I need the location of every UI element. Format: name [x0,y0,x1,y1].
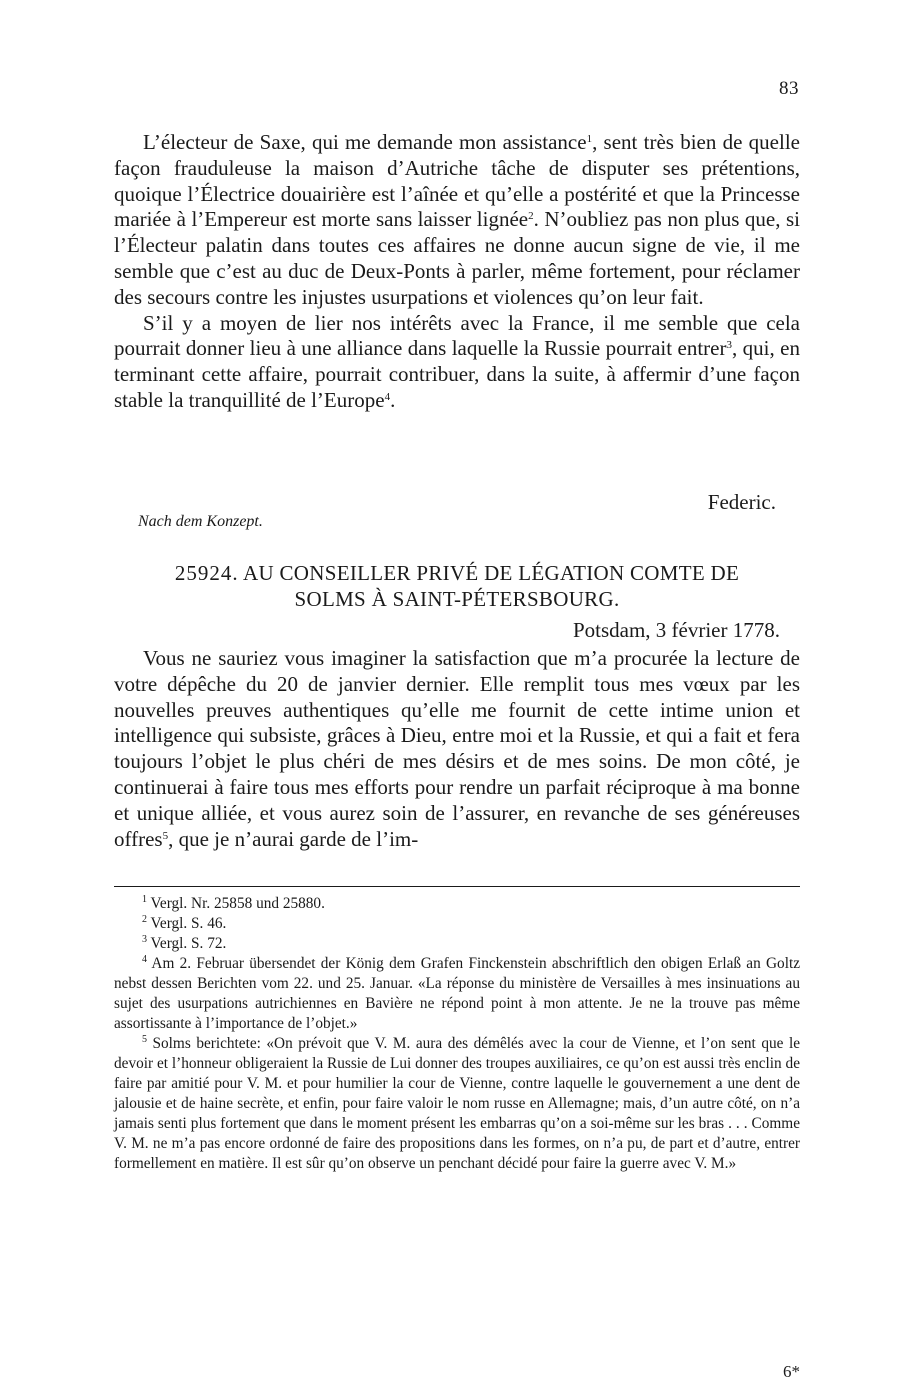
footnote-ref: 2 [528,210,534,223]
text-run: S’il y a moyen de lier nos intérêts avec la France, il me semble que cela pourrait donner lieu à une alliance dans laquelle la Russie pourrait entrer [114,310,800,361]
paragraph [114,934,800,954]
paragraph [114,914,800,934]
letter-number: 25924. [174,561,239,585]
page-number: 83 [779,78,799,99]
dateline: Potsdam, 3 février 1778. [572,618,780,642]
text-run: , que je n’aurai garde de l’im- [168,826,419,851]
text-run: Am 2. Februar übersendet der König dem Grafen Finckenstein abschriftlich den obigen Erlaß an Goltz nebst dessen Berichten vom 22. und 25. Januar. «La réponse du ministère de Versailles à mes insinuations au sujet des usurpations autrichiennes en Bavière ne répond point à mon attente. Je ne la trouve pas même assortissante à l’importance de l’objet.» [114,955,800,1032]
letter1-signature: Federic. [707,490,776,514]
paragraph [114,954,800,1034]
footnote-rule [114,886,800,887]
footnotes [114,894,800,1174]
paragraph [114,130,800,311]
text-run: Vergl. S. 72. [147,935,227,952]
footnote-ref: 3 [142,934,147,945]
paragraph [114,894,800,914]
heading-line1: AU CONSEILLER PRIVÉ DE LÉGATION COMTE DE [243,561,740,585]
text-run: . [390,387,396,412]
letter2-heading [114,560,800,612]
text-run: , sent très bien de quelle façon frauduleuse la maison d’Autriche tâche de disputer ses prétentions, quoique l’Électrice douairière est l’aînée et qu’elle a postérité et que la Princesse mariée à l’Empereur est morte sans laisser lignée [114,130,800,232]
footnote-ref: 4 [142,954,147,965]
letter1-body [114,130,800,414]
text-run: , qui, en terminant cette affaire, pourrait contribuer, dans la suite, à affermir d’une façon stable la tranquillité de l’Europe [114,336,800,412]
footnote-ref: 2 [142,914,147,925]
footnote-ref: 1 [142,894,147,905]
paragraph [114,311,800,414]
text-run: Vergl. S. 46. [147,915,227,932]
letter2-body [114,646,800,852]
paragraph [114,646,800,852]
signature-mark: 6* [783,1362,800,1381]
text-run: . N’oubliez pas non plus que, si l’Électeur palatin dans toutes ces affaires ne donne aucun signe de vie, il me semble que c’est au duc de Deux-Ponts à parler, même fortement, pour réclamer des secours contre les injustes usurpations et violences qu’on leur fait. [114,207,800,309]
footnote-ref: 5 [162,829,169,842]
footnote-ref: 5 [142,1034,147,1045]
footnote-ref: 4 [384,390,391,403]
heading-line2: SOLMS À SAINT-PÉTERSBOURG. [294,587,620,611]
text-run: Vous ne sauriez vous imaginer la satisfaction que m’a procurée la lecture de votre dépêche du 20 de janvier dernier. Elle remplit tous mes vœux par les nouvelles preuves authentiques qu’elle me fournit de cette intime union et intelligence qui subsiste, grâces à Dieu, entre moi et la Russie, et qui a fait et fera toujours l’objet le plus chéri de mes désirs et de mes soins. De mon côté, je continuerai à faire tous mes efforts pour rendre un parfait réciproque à ma bonne et unique alliée, et vous aurez soin de l’assurer, en revanche de ses généreuses offres [114,646,800,851]
source-note: Nach dem Konzept. [138,513,263,530]
text-run: Vergl. Nr. 25858 und 25880. [147,895,325,912]
text-run: L’électeur de Saxe, qui me demande mon assistance [143,130,587,154]
text-run: Solms berichtete: «On prévoit que V. M. aura des démêlés avec la cour de Vienne, et l’on sent que le devoir et l’honneur obligeraient la Russie de Lui donner des troupes auxiliaires, ce qu’on est aussi très enclin de faire par amitié pour V. M. et pour humilier la cour de Vienne, contre laquelle le gouvernement a une dent de jalousie et de haine secrète, et enfin, pour faire valoir le nom russe en Allemagne; mais, d’un autre côté, on n’a jamais senti plus fortement que dans le moment présent les embarras qu’on a soi-même sur les bras . . . Comme V. M. ne m’a pas encore ordonné de faire des propositions dans les formes, on n’a pu, de part et d’autre, entrer formellement en matière. Il est sûr qu’on observe un penchant décidé pour faire la guerre avec V. M.» [114,1035,800,1172]
paragraph [114,1034,800,1174]
footnote-ref: 1 [586,133,593,145]
footnote-ref: 3 [726,339,732,352]
